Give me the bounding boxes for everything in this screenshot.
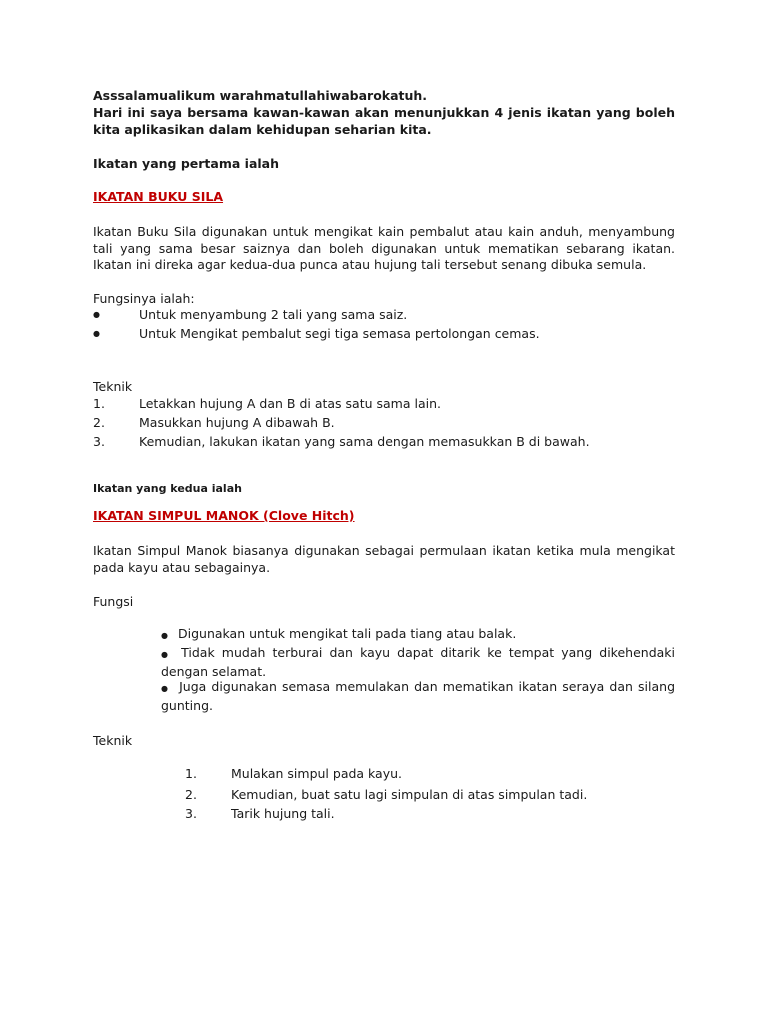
- section1-functions-label: Fungsinya ialah:: [93, 291, 195, 306]
- section2-technique-label: Teknik: [93, 733, 133, 748]
- list-item: ● Juga digunakan semasa memulakan dan mematikan ikatan seraya dan silang gunting.: [161, 679, 675, 713]
- section1-lead: Ikatan yang pertama ialah: [93, 156, 279, 171]
- intro-paragraph: Hari ini saya bersama kawan-kawan akan menunjukkan 4 jenis ikatan yang boleh kita aplikasikan dalam kehidupan seharian kita.: [93, 105, 675, 137]
- bullet-dot-icon: ●: [93, 329, 100, 338]
- section2-description: Ikatan Simpul Manok biasanya digunakan sebagai permulaan ikatan ketika mula mengikat pada kayu atau sebagainya.: [93, 543, 675, 575]
- section1-title: IKATAN BUKU SILA: [93, 189, 224, 204]
- section2-lead: Ikatan yang kedua ialah: [93, 482, 242, 495]
- bullet-dot-icon: ●: [161, 650, 172, 659]
- section1-description: Ikatan Buku Sila digunakan untuk mengikat kain pembalut atau kain anduh, menyambung tali yang sama besar saiznya dan boleh digunakan untuk mematikan sebarang ikatan. Ikatan ini direka agar kedua-dua punca atau hujung tali tersebut senang dibuka semula.: [93, 224, 675, 272]
- bullet-dot-icon: ●: [161, 684, 170, 693]
- section2-functions-label: Fungsi: [93, 594, 134, 609]
- bullet-dot-icon: ●: [161, 631, 168, 640]
- section2-title: IKATAN SIMPUL MANOK (Clove Hitch): [93, 508, 355, 523]
- list-item: ● Digunakan untuk mengikat tali pada tiang atau balak.: [161, 626, 517, 641]
- greeting: Asssalamualikum warahmatullahiwabarokatuh.: [93, 88, 428, 103]
- list-item: ● Tidak mudah terburai dan kayu dapat ditarik ke tempat yang dikehendaki dengan selamat.: [161, 645, 676, 679]
- bullet-dot-icon: ●: [93, 310, 100, 319]
- section1-technique-label: Teknik: [93, 379, 133, 394]
